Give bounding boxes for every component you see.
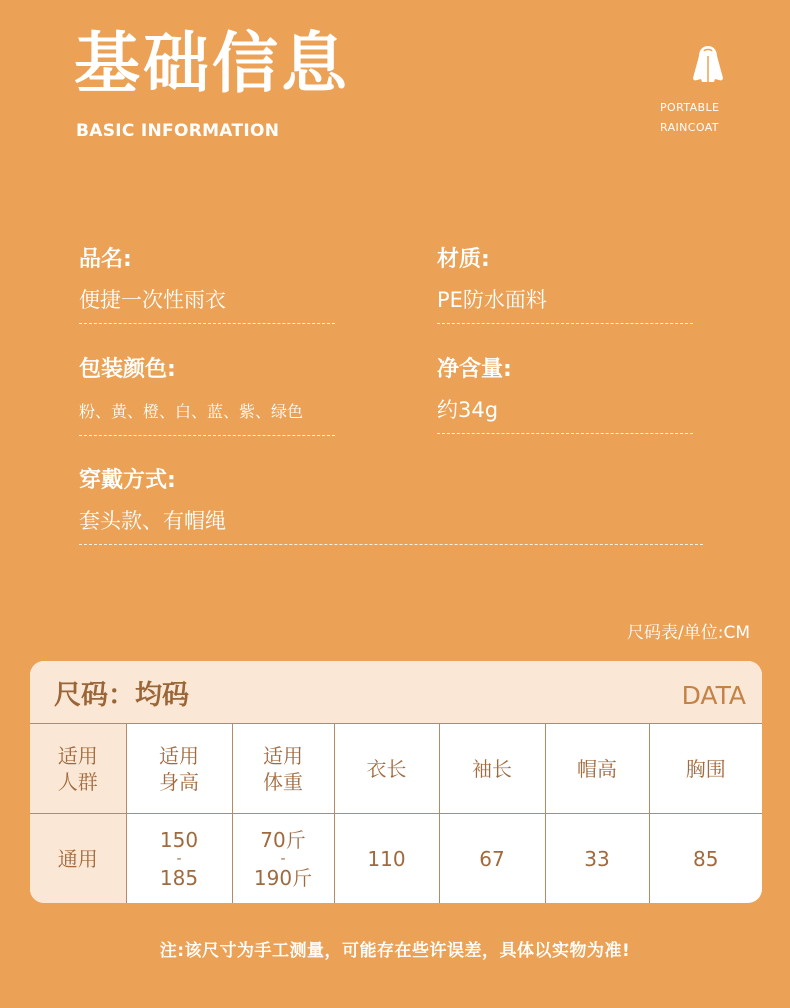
table-cell: 70斤 - 190斤	[232, 814, 334, 904]
data-label: DATA	[681, 681, 746, 710]
logo-line-2: RAINCOAT	[660, 121, 719, 134]
logo-line-1: PORTABLE	[660, 101, 720, 114]
table-header-row	[30, 724, 762, 814]
page-title: 基础信息	[74, 25, 350, 102]
header-cell: 胸围	[649, 724, 762, 814]
header-cell: 适用 人群	[30, 724, 126, 814]
material-value: PE防水面料	[437, 288, 547, 312]
name-value: 便捷一次性雨衣	[79, 288, 226, 312]
header-cell: 袖长	[439, 724, 545, 814]
divider	[79, 435, 335, 436]
logo-text	[660, 98, 730, 138]
table-cell: 85	[649, 814, 762, 904]
colors-label: 包装颜色:	[79, 357, 176, 382]
wear-value: 套头款、有帽绳	[79, 509, 226, 533]
divider	[437, 323, 693, 324]
size-table-card	[30, 661, 762, 903]
table-cell: 通用	[30, 814, 126, 904]
divider	[79, 544, 703, 545]
field-material	[437, 245, 693, 324]
header-cell: 衣长	[334, 724, 439, 814]
unit-note: 尺码表/单位:CM	[627, 623, 750, 643]
divider	[79, 323, 335, 324]
divider	[437, 433, 693, 434]
footer-note: 注:该尺寸为手工测量，可能存在些许误差，具体以实物为准!	[159, 941, 631, 961]
field-wear	[79, 466, 703, 545]
table-cell: 33	[545, 814, 649, 904]
name-label: 品名:	[79, 247, 132, 272]
material-label: 材质:	[437, 247, 490, 272]
raincoat-icon	[688, 42, 728, 84]
table-cell: 110	[334, 814, 439, 904]
header-cell: 帽高	[545, 724, 649, 814]
header-cell: 适用 身高	[126, 724, 232, 814]
page-subtitle: BASIC INFORMATION	[76, 121, 280, 141]
table-cell: 67	[439, 814, 545, 904]
weight-value: 约34g	[437, 398, 499, 422]
table-row	[30, 814, 762, 904]
field-colors	[79, 355, 335, 436]
header-cell: 适用 体重	[232, 724, 334, 814]
table-cell: 150 - 185	[126, 814, 232, 904]
field-name	[79, 245, 335, 324]
field-weight	[437, 355, 693, 434]
size-table	[30, 723, 762, 903]
wear-label: 穿戴方式:	[79, 468, 176, 493]
size-table-header	[30, 661, 762, 723]
weight-label: 净含量:	[437, 357, 512, 382]
colors-value: 粉、黄、橙、白、蓝、紫、绿色	[79, 402, 304, 421]
size-title: 尺码：均码	[54, 680, 189, 711]
